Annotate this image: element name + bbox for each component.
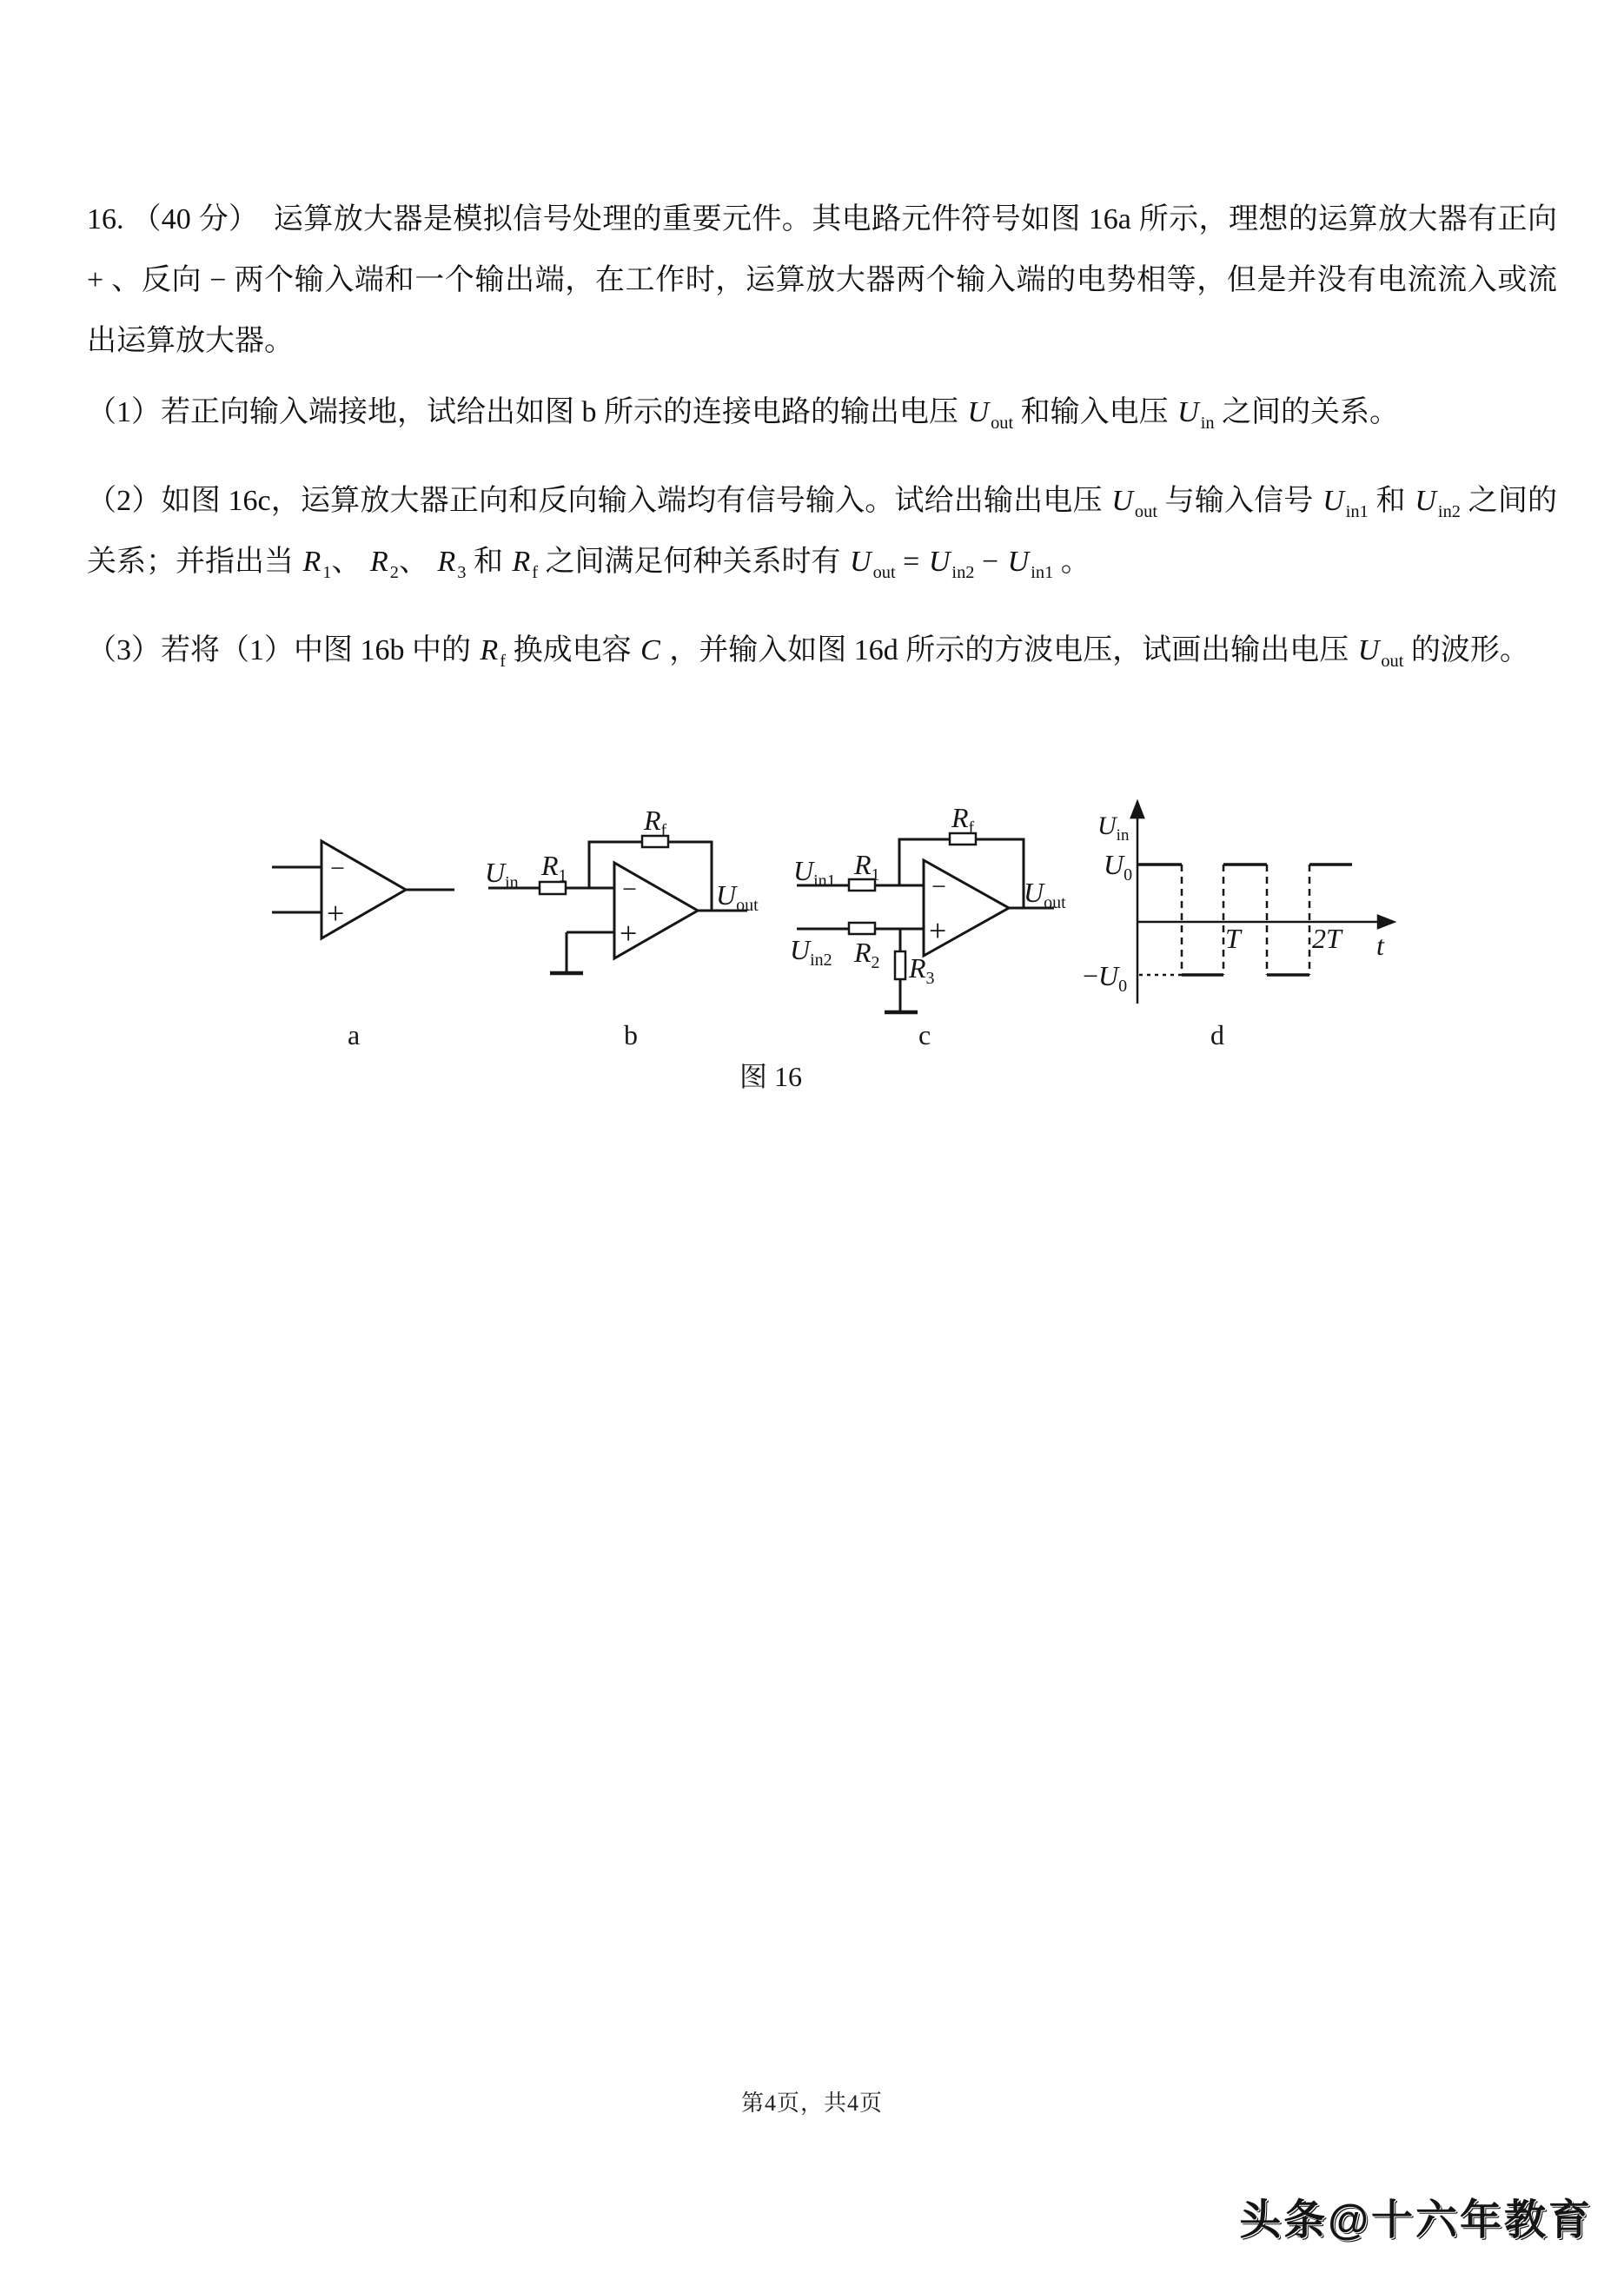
- math-subscript: in1: [1345, 501, 1369, 521]
- r2-label: $R_2$: [854, 937, 880, 972]
- text-segment: =: [895, 546, 927, 578]
- paragraph-intro: [87, 189, 1557, 372]
- math-subscript: f: [532, 562, 539, 582]
- text-segment: 、: [398, 546, 436, 578]
- math-subscript: out: [991, 413, 1014, 433]
- math-subscript: in: [1200, 413, 1215, 433]
- text-segment: （3）若将（1）中图 16b 中的: [87, 634, 479, 666]
- u-out-label: $U_{out}$: [716, 879, 759, 915]
- square-wave: [1137, 865, 1352, 975]
- resistor-r3: [895, 951, 905, 979]
- paragraph-question-1: [87, 382, 1557, 443]
- paragraph-question-2: [87, 471, 1557, 593]
- paragraph-question-3: [87, 620, 1557, 681]
- page-footer: 第4页，共4页: [740, 2091, 883, 2116]
- watermark: 头条@十六年教育: [1239, 2197, 1593, 2243]
- figure-16: [139, 786, 1408, 1116]
- math-variable: C: [640, 634, 660, 666]
- text-segment: ，并输入如图 16d 所示的方波电压，试画出输出电压: [661, 634, 1356, 666]
- text-segment: 和: [466, 546, 511, 578]
- text-segment: 。: [1053, 546, 1090, 578]
- plus-input-sign: +: [327, 896, 345, 931]
- math-variable: U: [850, 546, 872, 578]
- text-segment: 和输入电压: [1013, 396, 1177, 428]
- math-subscript: 2: [389, 562, 399, 582]
- text-segment: 之间的关系。: [1214, 396, 1400, 428]
- t-tick-label: T: [1225, 923, 1241, 954]
- plus-input-sign: +: [620, 916, 638, 951]
- math-variable: U: [1322, 485, 1344, 517]
- plus-input-sign: +: [929, 913, 947, 948]
- math-subscript: 3: [457, 562, 467, 582]
- panel-a-opamp-symbol: [272, 841, 454, 1050]
- math-subscript: out: [872, 562, 896, 582]
- math-subscript: out: [1381, 651, 1404, 671]
- math-subscript: in2: [1437, 501, 1461, 521]
- wave-transition-dashes: [1182, 865, 1309, 975]
- r1-label: $R_1$: [541, 850, 567, 885]
- math-subscript: 1: [322, 562, 332, 582]
- math-variable: R: [369, 546, 388, 578]
- y-axis-label: $U_{in}$: [1097, 812, 1130, 845]
- text-segment: （2）如图 16c，运算放大器正向和反向输入端均有信号输入。试给出输出电压: [87, 485, 1110, 517]
- panel-b-inverting-amplifier: [485, 805, 759, 1050]
- text-segment: 之间满足何种关系时有: [538, 546, 849, 578]
- u-in1-label: $U_{in1}$: [793, 855, 836, 891]
- y-axis-arrow-icon: [1131, 802, 1143, 818]
- text-segment: 和: [1368, 485, 1414, 517]
- panel-d-square-wave-plot: [1083, 802, 1394, 1050]
- math-variable: U: [1111, 485, 1133, 517]
- x-axis-label: t: [1376, 930, 1384, 961]
- neg-u0-level-label: $-U_0$: [1083, 960, 1128, 996]
- text-segment: （1）若正向输入端接地，试给出如图 b 所示的连接电路的输出电压: [87, 396, 966, 428]
- math-subscript: in1: [1031, 562, 1054, 582]
- math-variable: U: [967, 396, 990, 428]
- u-out-label: $U_{out}$: [1024, 877, 1066, 912]
- math-subscript: out: [1134, 501, 1157, 521]
- math-subscript: in2: [951, 562, 975, 582]
- minus-input-sign: −: [931, 872, 946, 901]
- panel-d-label: d: [1210, 1019, 1224, 1050]
- math-variable: U: [1007, 546, 1030, 578]
- text-segment: 的波形。: [1403, 634, 1529, 666]
- figure-16-svg: [139, 786, 1408, 1116]
- math-subscript: f: [500, 651, 507, 671]
- u-in-label: $U_{in}$: [485, 857, 519, 892]
- text-segment: 之间的关系；并指出当: [87, 485, 1558, 578]
- r1-label: $R_1$: [854, 849, 880, 885]
- rf-label: $R_f$: [951, 802, 975, 838]
- math-variable: U: [1357, 634, 1380, 666]
- x-axis-arrow-icon: [1378, 916, 1394, 928]
- panel-b-label: b: [624, 1019, 638, 1050]
- u-in2-label: $U_{in2}$: [790, 934, 832, 970]
- math-variable: R: [437, 546, 456, 578]
- math-variable: R: [512, 546, 531, 578]
- minus-input-sign: −: [622, 875, 637, 904]
- figure-caption: 图 16: [739, 1061, 803, 1092]
- text-segment: 换成电容: [506, 634, 640, 666]
- text-segment: 与输入信号: [1157, 485, 1322, 517]
- panel-a-label: a: [348, 1019, 361, 1050]
- math-variable: R: [480, 634, 499, 666]
- problem-text: [87, 189, 1557, 681]
- panel-c-differential-amplifier: [790, 802, 1066, 1050]
- resistor-r2: [849, 923, 875, 934]
- two-t-tick-label: 2T: [1312, 923, 1342, 954]
- r3-label: $R_3$: [909, 952, 935, 988]
- text-segment: 、: [331, 546, 368, 578]
- u0-level-label: $U_0$: [1104, 849, 1133, 885]
- panel-c-label: c: [918, 1019, 931, 1050]
- rf-label: $R_f$: [644, 805, 667, 840]
- text-segment: 16. （40 分） 运算放大器是模拟信号处理的重要元件。其电路元件符号如图 16a 所示，理想的运算放大器有正向 + 、反向 − 两个输入端和一个输出端，在工作时，运算放大器两个输入端的电势相等，但是并没有电流流入或流出运算放大器。: [87, 203, 1557, 357]
- math-variable: U: [1415, 485, 1436, 517]
- text-segment: −: [974, 546, 1006, 578]
- math-variable: R: [302, 546, 321, 578]
- math-variable: U: [928, 546, 951, 578]
- minus-input-sign: −: [330, 854, 345, 883]
- math-variable: U: [1177, 396, 1199, 428]
